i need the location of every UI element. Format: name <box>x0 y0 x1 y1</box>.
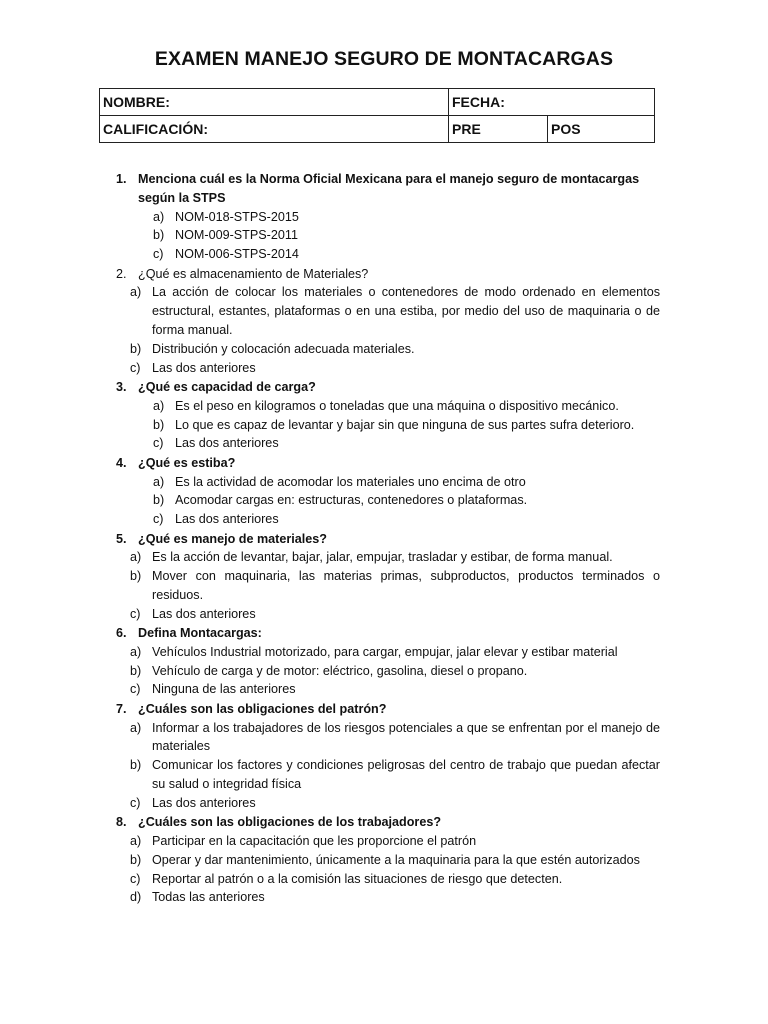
student-info-table <box>99 88 655 143</box>
question-item <box>0 378 768 453</box>
question-heading <box>0 530 768 549</box>
option-letter: a) <box>130 834 142 849</box>
option-letter: c) <box>130 871 141 886</box>
question-number: 5. <box>116 531 127 546</box>
option-letter: a) <box>130 720 142 735</box>
question-text: ¿Cuáles son las obligaciones de los trabajadores? <box>138 815 442 830</box>
option-letter: c) <box>153 436 164 451</box>
question-text: ¿Qué es estiba? <box>138 455 236 470</box>
option-letter: b) <box>153 493 165 508</box>
question-text: Defina Montacargas: <box>138 626 262 641</box>
question-number: 6. <box>116 626 127 641</box>
answer-option <box>0 548 768 567</box>
option-letter: a) <box>153 209 165 224</box>
question-item <box>0 624 768 699</box>
option-text: Las dos anteriores <box>175 512 279 527</box>
question-number: 7. <box>116 701 127 716</box>
option-letter: b) <box>130 758 142 773</box>
question-heading <box>0 624 768 643</box>
question-number: 2. <box>116 266 127 281</box>
option-text: Comunicar los factores y condiciones peligrosas del centro de trabajo que puedan afectar su salud o integridad física <box>152 758 660 792</box>
question-text: ¿Qué es almacenamiento de Materiales? <box>138 266 369 281</box>
question-text: ¿Qué es capacidad de carga? <box>138 379 316 394</box>
question-text: ¿Qué es manejo de materiales? <box>138 531 327 546</box>
question-item <box>0 170 768 264</box>
option-letter: a) <box>130 285 142 300</box>
option-letter: c) <box>153 247 164 262</box>
answer-option <box>0 245 768 264</box>
question-number: 3. <box>116 379 127 394</box>
option-letter: b) <box>130 663 142 678</box>
question-item <box>0 265 768 378</box>
answer-option <box>0 491 768 510</box>
option-letter: b) <box>153 417 165 432</box>
option-text: Acomodar cargas en: estructuras, contenedores o plataformas. <box>175 493 528 508</box>
answer-option <box>0 832 768 851</box>
answer-option <box>0 397 768 416</box>
answer-option <box>0 208 768 227</box>
answer-option <box>0 283 768 339</box>
question-item <box>0 454 768 529</box>
answer-option <box>0 359 768 378</box>
question-heading <box>0 170 768 208</box>
option-text: Todas las anteriores <box>152 890 265 905</box>
option-text: Participar en la capacitación que les proporcione el patrón <box>152 834 477 849</box>
option-text: Distribución y colocación adecuada materiales. <box>152 341 415 356</box>
option-letter: c) <box>130 360 141 375</box>
option-text: Es la acción de levantar, bajar, jalar, empujar, trasladar y estibar, de forma manual. <box>152 550 613 565</box>
option-text: Ninguna de las anteriores <box>152 682 296 697</box>
option-letter: b) <box>130 569 142 584</box>
pos-field: POS <box>548 116 655 143</box>
option-text: La acción de colocar los materiales o contenedores de modo ordenado en elementos estructural, estantes, plataformas o en una estiba, por medio del uso de maquinaria o de forma manual. <box>152 285 660 337</box>
option-text: Las dos anteriores <box>152 606 256 621</box>
calificacion-field: CALIFICACIÓN: <box>100 116 449 143</box>
answer-option <box>0 680 768 699</box>
option-letter: a) <box>153 474 165 489</box>
option-text: Las dos anteriores <box>152 360 256 375</box>
option-letter: a) <box>130 550 142 565</box>
option-text: NOM-006-STPS-2014 <box>175 247 299 262</box>
answer-option <box>0 605 768 624</box>
answer-option <box>0 434 768 453</box>
question-text: Menciona cuál es la Norma Oficial Mexicana para el manejo seguro de montacargas según la STPS <box>138 172 640 205</box>
question-heading <box>0 454 768 473</box>
question-number: 1. <box>116 172 127 186</box>
question-text: ¿Cuáles son las obligaciones del patrón? <box>138 701 387 716</box>
info-row-name <box>100 89 655 116</box>
answer-option <box>0 870 768 889</box>
option-text: NOM-009-STPS-2011 <box>175 228 298 243</box>
question-number: 4. <box>116 455 127 470</box>
answer-option <box>0 794 768 813</box>
option-letter: c) <box>130 795 141 810</box>
option-letter: b) <box>130 852 142 867</box>
pre-field: PRE <box>449 116 548 143</box>
option-letter: a) <box>153 398 165 413</box>
question-item <box>0 813 768 907</box>
answer-option <box>0 756 768 794</box>
answer-option <box>0 662 768 681</box>
page-title: EXAMEN MANEJO SEGURO DE MONTACARGAS <box>154 48 614 70</box>
question-heading <box>0 700 768 719</box>
option-text: Las dos anteriores <box>175 436 279 451</box>
answer-option <box>0 643 768 662</box>
option-text: Es la actividad de acomodar los materiales uno encima de otro <box>175 474 526 489</box>
answer-option <box>0 510 768 529</box>
question-item <box>0 530 768 624</box>
answer-option <box>0 888 768 907</box>
option-text: Es el peso en kilogramos o toneladas que una máquina o dispositivo mecánico. <box>175 398 619 413</box>
option-letter: b) <box>130 341 142 356</box>
option-letter: c) <box>130 682 141 697</box>
answer-option <box>0 567 768 605</box>
fecha-field: FECHA: <box>449 89 655 116</box>
question-heading <box>0 378 768 397</box>
question-heading <box>0 265 768 284</box>
option-text: NOM-018-STPS-2015 <box>175 209 299 224</box>
option-text: Operar y dar mantenimiento, únicamente a la maquinaria para la que estén autorizados <box>152 852 640 867</box>
option-text: Informar a los trabajadores de los riesgos potenciales a que se enfrentan por el manejo de materiales <box>152 720 660 754</box>
option-letter: c) <box>130 606 141 621</box>
option-text: Vehículo de carga y de motor: eléctrico, gasolina, diesel o propano. <box>152 663 528 678</box>
option-letter: a) <box>130 644 142 659</box>
option-letter: c) <box>153 512 164 527</box>
option-text: Las dos anteriores <box>152 795 256 810</box>
question-list <box>0 170 768 907</box>
option-text: Lo que es capaz de levantar y bajar sin que ninguna de sus partes sufra deterioro. <box>175 417 635 432</box>
answer-option <box>0 340 768 359</box>
option-text: Vehículos Industrial motorizado, para cargar, empujar, jalar elevar y estibar material <box>152 644 618 659</box>
info-row-grade <box>100 116 655 143</box>
option-text: Reportar al patrón o a la comisión las situaciones de riesgo que detecten. <box>152 871 563 886</box>
question-item <box>0 700 768 813</box>
nombre-field: NOMBRE: <box>100 89 449 116</box>
option-letter: d) <box>130 890 142 905</box>
answer-option <box>0 719 768 757</box>
question-heading <box>0 813 768 832</box>
answer-option <box>0 473 768 492</box>
question-number: 8. <box>116 815 127 830</box>
answer-option <box>0 226 768 245</box>
answer-option <box>0 851 768 870</box>
option-text: Mover con maquinaria, las materias primas, subproductos, productos terminados o residuos. <box>152 569 660 602</box>
answer-option <box>0 416 768 435</box>
option-letter: b) <box>153 228 165 243</box>
